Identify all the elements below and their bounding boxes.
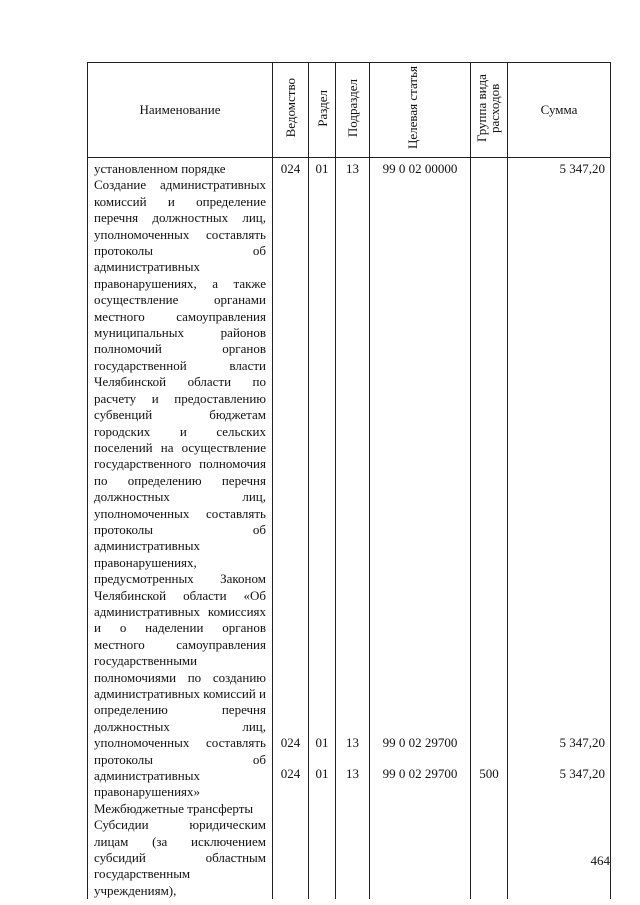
amount-column [508,158,611,900]
expense-group-value [471,735,507,751]
department-value: 024 [280,765,301,781]
subsection-column [336,158,370,900]
target-article-value: 99 0 02 29700 [382,735,458,751]
header-expense-group: Группа вида расходов [471,63,508,158]
page-number: 464 [590,853,610,868]
name-paragraph: установленном порядке [94,161,226,176]
expense-group-column [471,158,508,900]
subsection-value: 13 [346,161,359,176]
subsection-value: 13 [346,735,359,751]
expense-group-value [471,161,507,177]
header-subsection: Подраздел [336,63,370,158]
amount-value: 5 347,20 [559,161,605,176]
header-row [88,63,611,158]
target-article-column [370,158,471,900]
header-amount: Сумма [508,63,611,158]
section-column [309,158,336,900]
amount-value: 5 347,20 [559,765,605,781]
table-body-row [88,158,611,900]
name-column [88,158,273,900]
name-paragraph: Создание административных комиссий и определение перечня должностных лиц, уполномоченных составлять протоколы об административных правонарушениях, а также осуществление органами местного самоуправления муниципальных районов полномочий органов государственной власти Челябинской области по расчету и предоставлению субвенций бюджетам городских и сельских поселений на осуществление государственного полномочия по определению перечня должностных лиц, уполномоченных составлять протоколы об административных правонарушениях, предусмотренных Законом Челябинской области «Об административных комиссиях и о наделении органов местного самоуправления государственными полномочиями по созданию административных комиссий и определению перечня должностных лиц, уполномоченных составлять протоколы об административных правонарушениях» [94,177,266,800]
name-paragraph: Межбюджетные трансферты [94,800,254,816]
header-section: Раздел [309,63,336,158]
section-value: 01 [315,765,329,781]
expense-group-value: 500 [479,765,499,781]
target-article-value: 99 0 02 29700 [382,765,458,781]
department-value: 024 [280,735,301,751]
header-department: Ведомство [273,63,309,158]
target-article-value: 99 0 02 00000 [382,161,458,176]
department-value: 024 [280,161,301,176]
department-column [273,158,309,900]
subsection-value: 13 [346,765,359,781]
name-paragraph: Субсидии юридическим лицам (за исключением субсидий областным государственным учреждениям), [94,817,266,898]
header-name: Наименование [88,63,273,158]
section-value: 01 [315,161,329,176]
section-value: 01 [315,735,329,751]
header-target-article: Целевая статья [370,63,471,158]
amount-value: 5 347,20 [559,735,605,751]
budget-table [87,62,611,899]
